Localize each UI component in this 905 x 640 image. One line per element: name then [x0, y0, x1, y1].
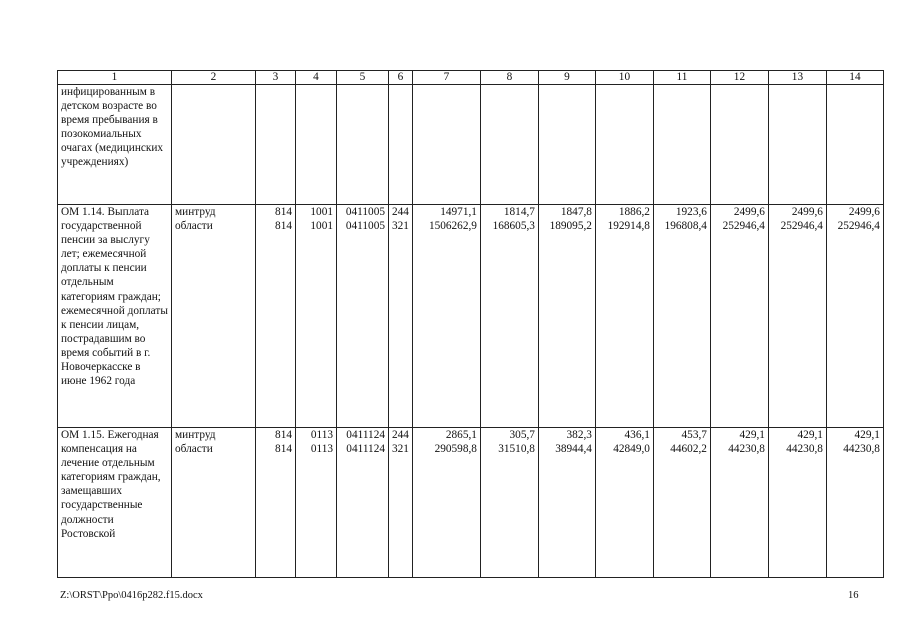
cell-value: 44230,8	[786, 443, 823, 456]
cell-value: 429,1	[854, 429, 880, 441]
cell-value: 814	[275, 443, 292, 456]
header-row	[58, 71, 884, 85]
header-cell: 8	[480, 71, 538, 85]
cell-value: 814	[275, 429, 292, 441]
program-name-cell: ОМ 1.15. Ежегодная компенсация на лечение отдельным категориям граждан, замещавших государственные должности Ростовской	[58, 428, 172, 578]
cell-value: 1506262,9	[428, 220, 477, 233]
cell-value: 244	[392, 206, 409, 218]
cell-value: 2499,6	[848, 206, 880, 218]
page-number: 16	[848, 590, 859, 601]
cell-value: 1814,7	[503, 206, 535, 218]
cell-value: 44230,8	[843, 443, 880, 456]
cell-value: 429,1	[739, 429, 765, 441]
cell-value: 42849,0	[613, 443, 650, 456]
cell-value: 2865,1	[445, 429, 477, 441]
table-row	[58, 85, 884, 205]
cell-value: 321	[392, 443, 409, 456]
cell-value: 2499,6	[733, 206, 765, 218]
cell-value: 290598,8	[434, 443, 477, 456]
table-row	[58, 428, 884, 578]
header-cell: 4	[296, 71, 337, 85]
table-row	[58, 205, 884, 428]
cell-value: 382,3	[566, 429, 592, 441]
header-cell: 13	[768, 71, 826, 85]
cell-value: 168605,3	[492, 220, 535, 233]
cell-value: 1923,6	[675, 206, 707, 218]
executor-cell: минтруд области	[172, 205, 256, 428]
cell-value: 14971,1	[440, 206, 477, 218]
executor-cell	[172, 85, 256, 205]
program-name-cell: ОМ 1.14. Выплата государственной пенсии за выслугу лет; ежемесячной доплаты к пенсии отдельным категориям граждан; ежемесячной доплаты к пенсии лицам, пострадавшим во время событий в г. Новочеркасске в июне 1962 года	[58, 205, 172, 428]
header-cell: 2	[172, 71, 256, 85]
cell-value: 453,7	[681, 429, 707, 441]
cell-value: 429,1	[797, 429, 823, 441]
executor-cell: минтруд области	[172, 428, 256, 578]
header-cell: 3	[256, 71, 296, 85]
cell-value: 244	[392, 429, 409, 441]
cell-value: 252946,4	[780, 220, 823, 233]
cell-value: 44230,8	[728, 443, 765, 456]
header-cell: 10	[595, 71, 653, 85]
cell-value: 814	[275, 206, 292, 218]
cell-value: 305,7	[509, 429, 535, 441]
cell-value: 192914,8	[607, 220, 650, 233]
budget-table	[57, 70, 884, 578]
cell-value: 189095,2	[549, 220, 592, 233]
cell-value: 2499,6	[791, 206, 823, 218]
cell-value: 1847,8	[560, 206, 592, 218]
program-name-cell: инфицированным в детском возрасте во время пребывания в позокомиальных очагах (медицинских учреждениях)	[58, 85, 172, 205]
header-cell: 11	[653, 71, 710, 85]
cell-value: 252946,4	[837, 220, 880, 233]
cell-value: 0411005	[345, 206, 385, 218]
cell-value: 252946,4	[722, 220, 765, 233]
header-cell: 1	[58, 71, 172, 85]
cell-value: 0411124	[346, 443, 385, 456]
cell-value: 0411005	[345, 220, 385, 233]
cell-value: 31510,8	[498, 443, 535, 456]
cell-value: 0113	[310, 429, 333, 441]
cell-value: 1886,2	[618, 206, 650, 218]
cell-value: 38944,4	[555, 443, 592, 456]
header-cell: 14	[826, 71, 883, 85]
cell-value: 0113	[310, 443, 333, 456]
header-cell: 5	[337, 71, 389, 85]
header-cell: 7	[412, 71, 480, 85]
cell-value: 44602,2	[670, 443, 707, 456]
cell-value: 1001	[310, 206, 333, 218]
cell-value: 321	[392, 220, 409, 233]
header-cell: 6	[389, 71, 413, 85]
cell-value: 814	[275, 220, 292, 233]
footer-file-path: Z:\ORST\Ppo\0416p282.f15.docx	[60, 590, 203, 601]
cell-value: 1001	[310, 220, 333, 233]
header-cell: 12	[710, 71, 768, 85]
cell-value: 0411124	[346, 429, 385, 441]
cell-value: 196808,4	[664, 220, 707, 233]
cell-value: 436,1	[624, 429, 650, 441]
header-cell: 9	[538, 71, 595, 85]
